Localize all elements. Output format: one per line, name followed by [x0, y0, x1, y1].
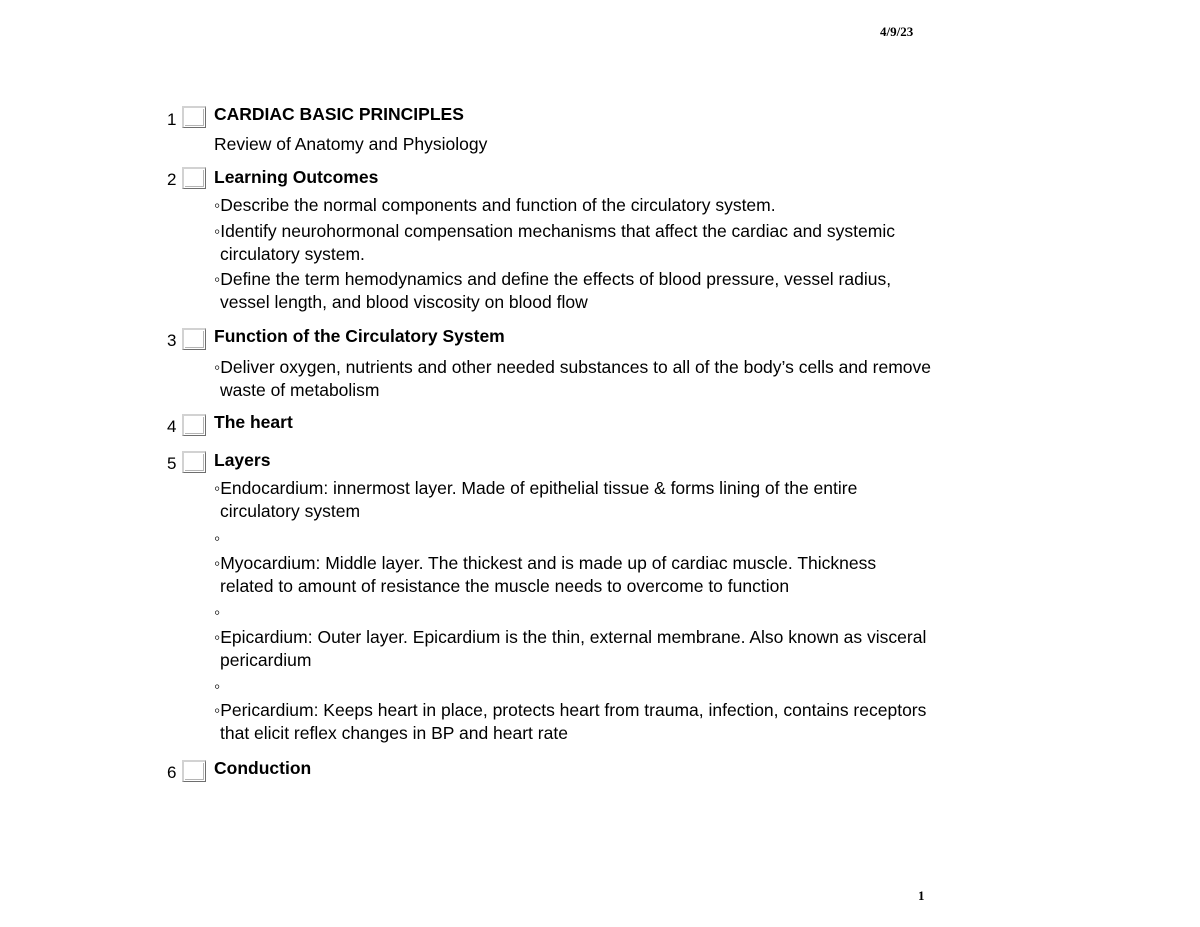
bullet-item: [214, 527, 220, 550]
slide-thumbnail-box: [182, 328, 206, 350]
bullet-text: ◦Epicardium: Outer layer. Epicardium is the thin, external membrane. Also known as visceral: [214, 627, 927, 647]
bullet-text-continued: that elicit reflex changes in BP and heart rate: [220, 723, 568, 743]
slide-number: 3: [167, 331, 177, 350]
bullet-text: ◦Pericardium: Keeps heart in place, protects heart from trauma, infection, contains receptors: [214, 700, 927, 720]
slide-thumbnail-box: [182, 414, 206, 436]
bullet-text-continued: pericardium: [220, 650, 312, 670]
slide-title: Learning Outcomes: [214, 167, 379, 187]
bullet-item: [214, 552, 876, 598]
slide-title: Conduction: [214, 758, 312, 778]
bullet-item: [214, 626, 926, 672]
bullet-text-continued: circulatory system.: [220, 244, 365, 264]
bullet-text: ◦Endocardium: innermost layer. Made of epithelial tissue & forms lining of the entire: [214, 478, 858, 498]
slide-number: 6: [167, 763, 177, 782]
slide-title: Function of the Circulatory System: [214, 326, 505, 346]
slide-number: 5: [167, 454, 177, 473]
bullet-item: [214, 601, 220, 624]
slide-title: The heart: [214, 412, 293, 432]
bullet-text: ◦: [214, 602, 221, 622]
header-date: 4/9/23: [880, 24, 914, 39]
slide-title: CARDIAC BASIC PRINCIPLES: [214, 104, 464, 124]
bullet-item: [214, 699, 926, 745]
bullet-text: ◦: [214, 528, 221, 548]
bullet-text: ◦Myocardium: Middle layer. The thickest and is made up of cardiac muscle. Thickness: [214, 553, 877, 573]
bullet-item: [214, 220, 895, 266]
slide-number: 2: [167, 170, 177, 189]
bullet-text: ◦Identify neurohormonal compensation mechanisms that affect the cardiac and systemic: [214, 221, 895, 241]
slide-subtitle: Review of Anatomy and Physiology: [214, 134, 488, 154]
bullet-text-continued: circulatory system: [220, 501, 361, 521]
slide-thumbnail-box: [182, 760, 206, 782]
bullet-text-continued: waste of metabolism: [220, 380, 380, 400]
slide-title: Layers: [214, 450, 271, 470]
slide-thumbnail-box: [182, 106, 206, 128]
slide-number: 1: [167, 110, 177, 129]
bullet-item: [214, 268, 891, 314]
bullet-text: ◦Describe the normal components and function of the circulatory system.: [214, 195, 776, 215]
bullet-item: [214, 356, 931, 402]
bullet-text: ◦: [214, 676, 221, 696]
slide-number: 4: [167, 417, 177, 436]
bullet-text: ◦Define the term hemodynamics and define the effects of blood pressure, vessel radius,: [214, 269, 892, 289]
bullet-item: [214, 675, 220, 698]
bullet-item: [214, 194, 776, 217]
bullet-item: [214, 477, 857, 523]
bullet-text-continued: vessel length, and blood viscosity on blood flow: [220, 292, 588, 312]
slide-thumbnail-box: [182, 167, 206, 189]
page-number: 1: [918, 888, 925, 903]
slide-thumbnail-box: [182, 451, 206, 473]
bullet-text-continued: related to amount of resistance the muscle needs to overcome to function: [220, 576, 790, 596]
bullet-text: ◦Deliver oxygen, nutrients and other needed substances to all of the body’s cells and remove: [214, 357, 932, 377]
